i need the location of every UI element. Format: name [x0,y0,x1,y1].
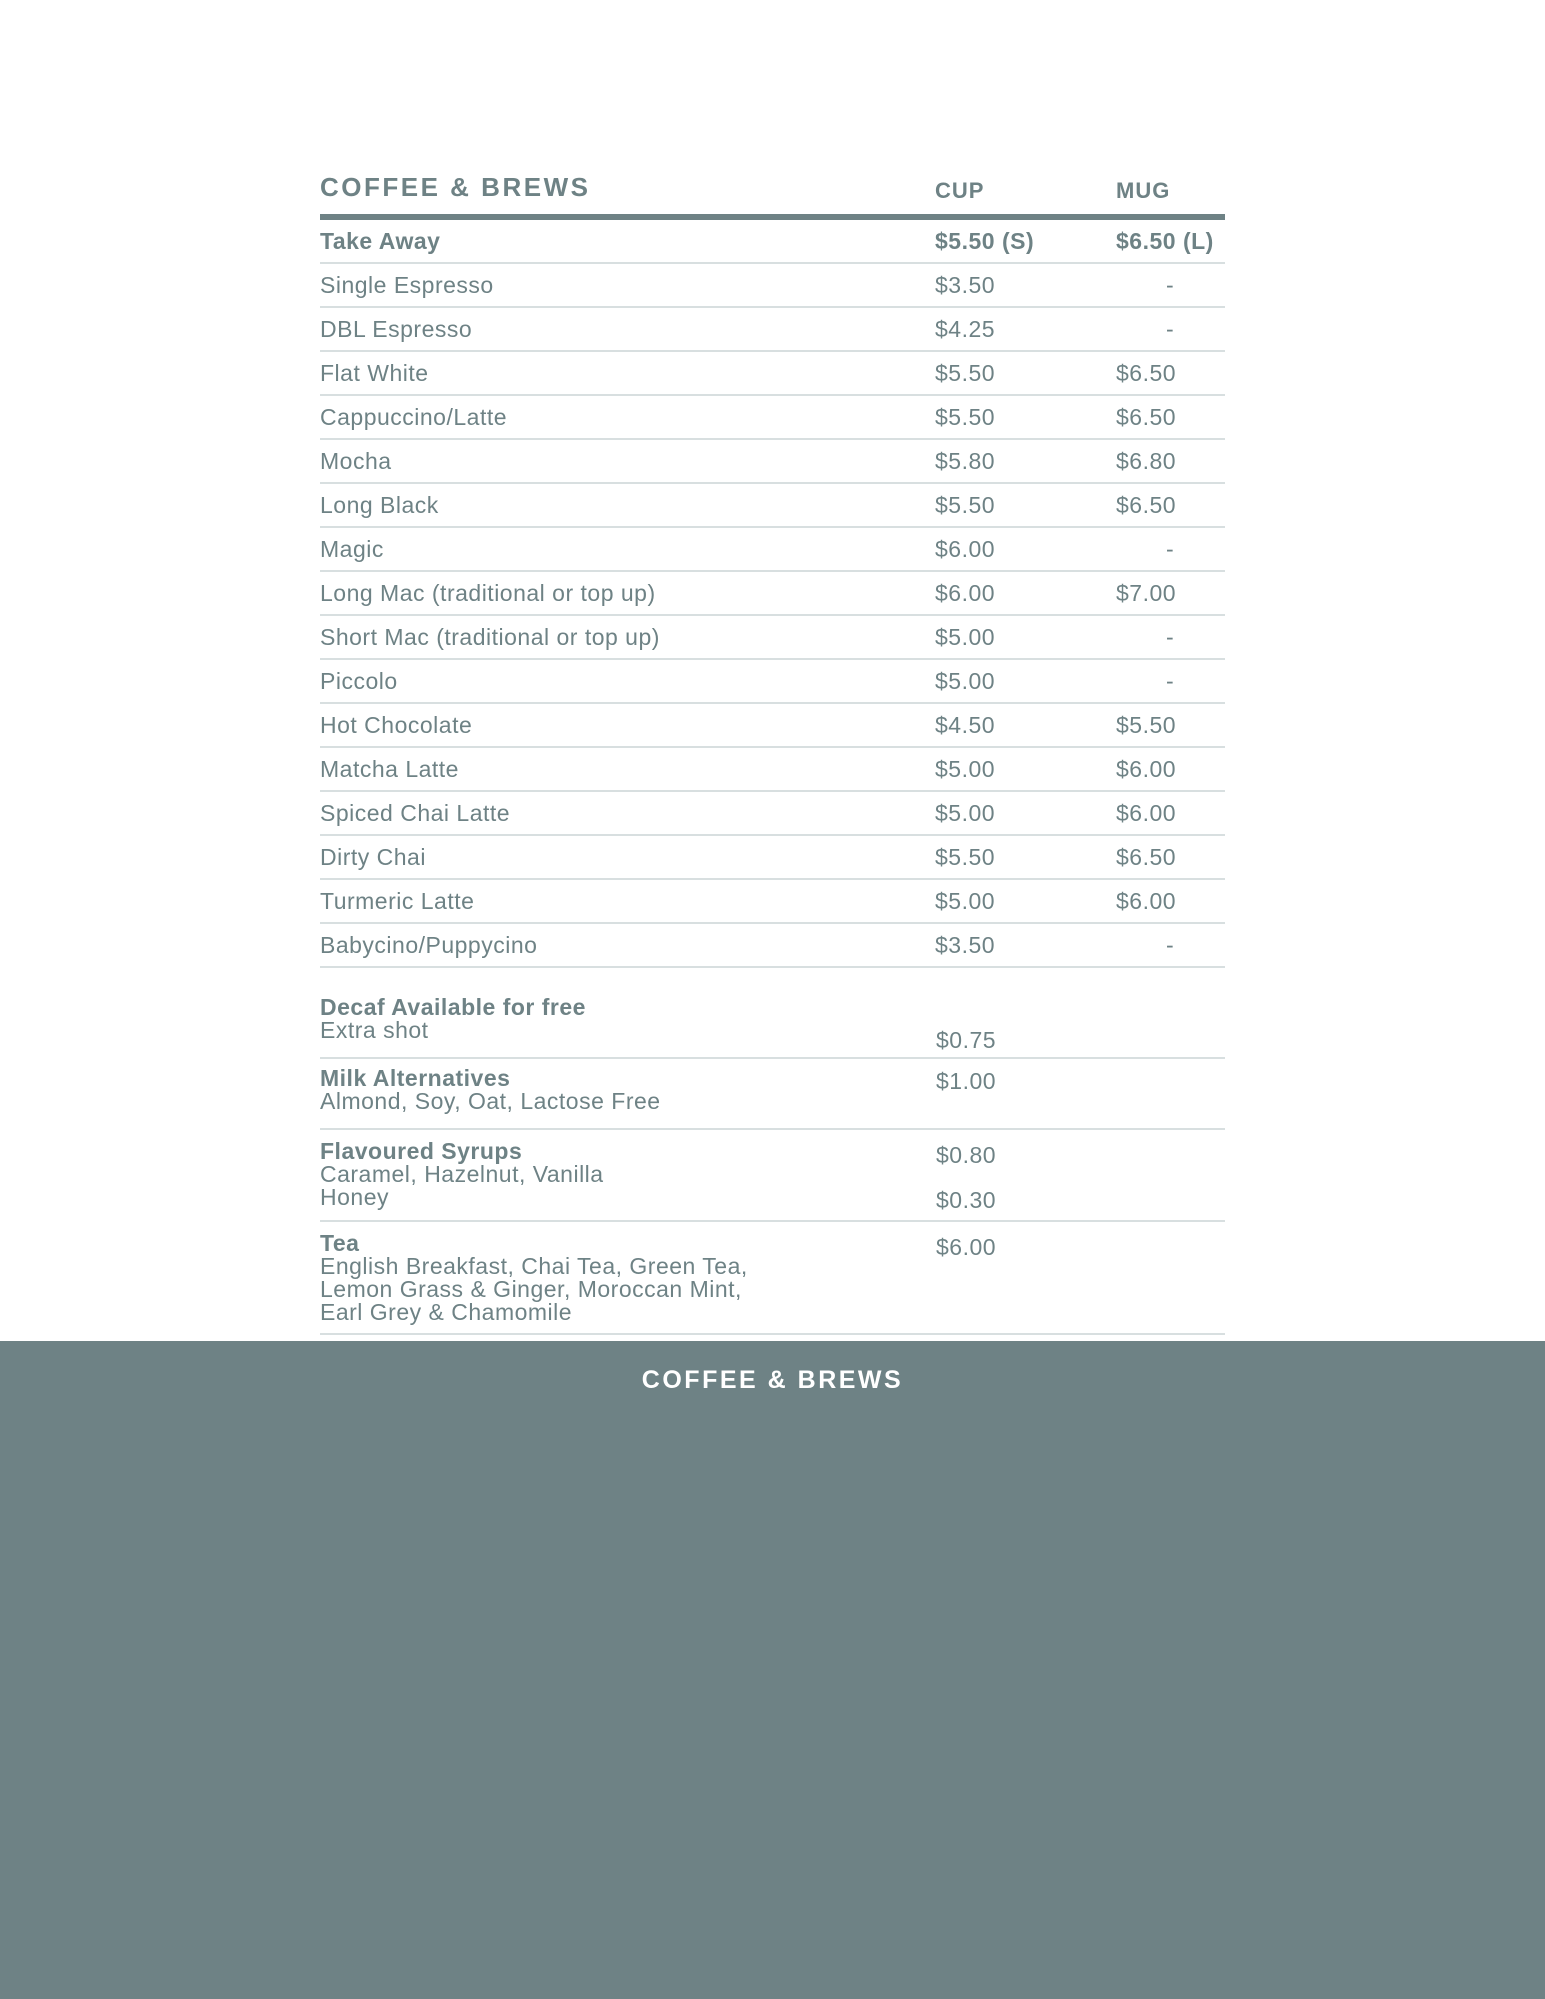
menu-title: COFFEE & BREWS [320,172,591,202]
extra-price: $0.80 [936,1142,997,1168]
menu-row [320,924,1225,968]
extra-price: $0.30 [936,1187,997,1213]
menu-row [320,352,1225,396]
menu-row [320,396,1225,440]
menu-row [320,308,1225,352]
item-name: Short Mac (traditional or top up) [320,624,660,650]
item-name: Long Mac (traditional or top up) [320,580,656,606]
cup-price: $6.00 [935,580,996,606]
cup-price: $5.00 [935,800,996,826]
mug-price: $6.50 [1116,844,1177,870]
mug-price: - [1166,668,1175,694]
item-name: Turmeric Latte [320,888,475,914]
extra-milk-alternatives [320,1059,1225,1130]
cup-price: $5.50 [935,404,996,430]
item-name: Take Away [320,228,441,254]
mug-price: $6.80 [1116,448,1177,474]
item-name: Single Espresso [320,272,494,298]
cup-price: $5.80 [935,448,996,474]
mug-price: $6.00 [1116,756,1177,782]
cup-price: $5.00 [935,756,996,782]
cup-column-header: CUP [935,178,985,203]
mug-price: $5.50 [1116,712,1177,738]
mug-price: - [1166,536,1175,562]
menu-row [320,704,1225,748]
mug-price: - [1166,932,1175,958]
extra-price: $1.00 [936,1068,997,1094]
extra-price: $6.00 [936,1234,997,1260]
item-name: Cappuccino/Latte [320,404,508,430]
cup-price: $5.50 [935,844,996,870]
item-name: Dirty Chai [320,844,426,870]
cup-price: $4.25 [935,316,996,342]
menu-row [320,616,1225,660]
extra-description: Honey [320,1184,389,1210]
footer-title: COFFEE & BREWS [641,1366,904,1394]
cup-price: $5.50 [935,360,996,386]
cup-price: $3.50 [935,272,996,298]
mug-column-header: MUG [1116,178,1171,203]
extra-description: Extra shot [320,1017,429,1043]
menu-row [320,880,1225,924]
menu-row [320,748,1225,792]
extra-description: English Breakfast, Chai Tea, Green Tea, [320,1253,748,1279]
item-name: Babycino/Puppycino [320,932,538,958]
menu-header [320,170,1225,220]
menu-row [320,836,1225,880]
extra-heading: Flavoured Syrups [320,1138,523,1164]
coffee-menu [320,170,1225,1335]
menu-row [320,528,1225,572]
extra-price: $0.75 [936,1027,997,1053]
menu-row [320,484,1225,528]
extra-tea [320,1222,1225,1335]
item-name: Matcha Latte [320,756,459,782]
item-name: Piccolo [320,668,398,694]
menu-row [320,792,1225,836]
mug-price: $6.00 [1116,800,1177,826]
mug-price: - [1166,316,1175,342]
item-name: Magic [320,536,384,562]
mug-price: $6.50 [1116,404,1177,430]
item-name: Flat White [320,360,429,386]
cup-price: $6.00 [935,536,996,562]
extra-heading: Tea [320,1230,360,1256]
cup-price: $5.50 [935,492,996,518]
mug-price: $6.50 [1116,492,1177,518]
cup-price: $5.00 [935,668,996,694]
mug-price: $6.00 [1116,888,1177,914]
menu-row [320,440,1225,484]
menu-row [320,572,1225,616]
extra-heading: Milk Alternatives [320,1065,511,1091]
mug-price: $6.50 [1116,360,1177,386]
cup-price: $5.50 (S) [935,228,1035,254]
menu-row [320,220,1225,264]
mug-price: - [1166,624,1175,650]
mug-price: - [1166,272,1175,298]
item-name: Long Black [320,492,439,518]
cup-price: $3.50 [935,932,996,958]
item-name: Hot Chocolate [320,712,473,738]
extra-decaf [320,996,1225,1059]
cup-price: $5.00 [935,624,996,650]
extra-flavoured-syrups [320,1130,1225,1222]
cup-price: $4.50 [935,712,996,738]
extra-description: Lemon Grass & Ginger, Moroccan Mint, [320,1276,742,1302]
footer-band [0,1341,1545,1999]
item-name: Spiced Chai Latte [320,800,511,826]
menu-row [320,660,1225,704]
menu-row [320,264,1225,308]
mug-price: $7.00 [1116,580,1177,606]
item-name: DBL Espresso [320,316,473,342]
menu-items [320,220,1225,968]
extra-heading: Decaf Available for free [320,994,586,1020]
menu-extras [320,996,1225,1335]
extra-description: Earl Grey & Chamomile [320,1299,573,1325]
cup-price: $5.00 [935,888,996,914]
extra-description: Caramel, Hazelnut, Vanilla [320,1161,604,1187]
extra-description: Almond, Soy, Oat, Lactose Free [320,1088,661,1114]
item-name: Mocha [320,448,392,474]
mug-price: $6.50 (L) [1116,228,1214,254]
